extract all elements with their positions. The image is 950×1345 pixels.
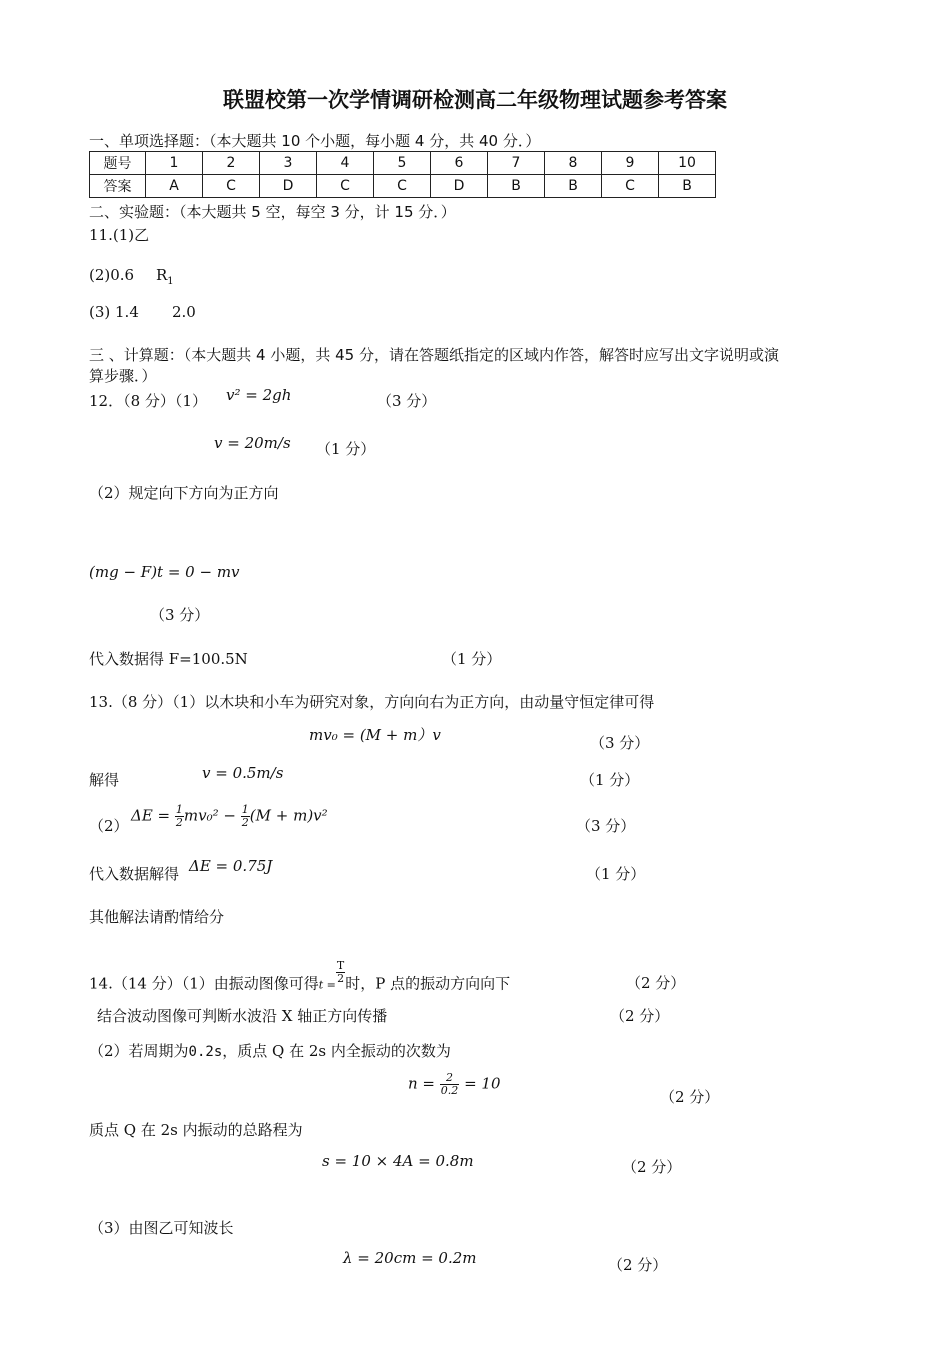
q12-result: 代入数据得 F=100.5N xyxy=(89,650,248,668)
q13-score4: （1 分） xyxy=(586,865,646,883)
q14-eq-lambda: λ = 20cm = 0.2m xyxy=(343,1249,477,1267)
q14-line1-b: 时，P 点的振动方向向下 xyxy=(345,974,511,993)
q13-intro: 13.（8 分）（1）以木块和小车为研究对象，方向向右为正方向，由动量守恒定律可得 xyxy=(89,693,655,711)
table-cell: 8 xyxy=(545,152,602,175)
section3-heading-line1: 三 、计算题：（本大题共 4 小题，共 45 分，请在答题纸指定的区域内作答，解答时应写出文字说明或演 xyxy=(89,346,779,364)
table-cell: 3 xyxy=(260,152,317,175)
q11-part2-resistor xyxy=(156,266,174,287)
table-cell: A xyxy=(146,175,203,198)
fraction-half xyxy=(241,804,250,829)
row-label-answer: 答案 xyxy=(90,175,146,198)
q13-eq3-minus: − xyxy=(223,806,236,825)
q14-score1: （2 分） xyxy=(626,974,686,992)
table-cell: B xyxy=(659,175,716,198)
q14-score4: （2 分） xyxy=(622,1158,682,1176)
q14-eq-s: s = 10 × 4A = 0.8m xyxy=(322,1152,474,1170)
resistor-subscript: 1 xyxy=(167,276,174,287)
q13-solve-label: 解得 xyxy=(89,771,120,789)
q14-eq-n-suffix: = 10 xyxy=(464,1074,501,1093)
q11-part3: (3) 1.4 xyxy=(89,303,139,321)
table-cell: B xyxy=(488,175,545,198)
frac-den: 2 xyxy=(175,816,183,829)
q14-eq-n-prefix: n = xyxy=(408,1074,435,1093)
q13-eq3 xyxy=(131,804,328,829)
fraction-t-half xyxy=(336,960,345,985)
q13-eq2: v = 0.5m/s xyxy=(202,764,284,782)
q13-note: 其他解法请酌情给分 xyxy=(89,908,225,926)
table-cell: 4 xyxy=(317,152,374,175)
table-cell: C xyxy=(602,175,659,198)
q13-eq4: ΔE = 0.75J xyxy=(189,857,273,875)
fraction-n xyxy=(440,1072,460,1097)
frac-den: 2 xyxy=(337,972,345,985)
frac-num: 1 xyxy=(241,803,249,816)
q14-line4: 质点 Q 在 2s 内振动的总路程为 xyxy=(89,1121,303,1139)
q13-result-label: 代入数据解得 xyxy=(89,865,180,883)
q14-eq-n xyxy=(408,1072,501,1097)
q13-eq3-term2: (M + m)v² xyxy=(249,806,328,825)
table-cell: 5 xyxy=(374,152,431,175)
table-cell: 7 xyxy=(488,152,545,175)
q12-score1: （3 分） xyxy=(377,392,437,410)
table-cell: 9 xyxy=(602,152,659,175)
section3-heading-line2: 算步骤．） xyxy=(89,367,157,385)
q13-score2: （1 分） xyxy=(580,771,640,789)
q14-line2: 结合波动图像可判断水波沿 X 轴正方向传播 xyxy=(97,1007,388,1025)
q12-score3: （3 分） xyxy=(150,606,210,624)
table-cell: 2 xyxy=(203,152,260,175)
table-cell: C xyxy=(317,175,374,198)
q14-t-eq: t = xyxy=(318,978,336,992)
fraction-half xyxy=(175,804,184,829)
q13-eq1: mv₀ = (M + m）v xyxy=(309,726,441,744)
q13-eq3-term1: mv₀² xyxy=(183,806,219,825)
q14-period: 0.2s xyxy=(188,1044,223,1060)
q11-part1: 11.(1)乙 xyxy=(89,226,150,244)
q13-score1: （3 分） xyxy=(590,734,650,752)
q12-eq1: v² = 2gh xyxy=(226,386,292,404)
q12-score4: （1 分） xyxy=(442,650,502,668)
q14-line3 xyxy=(89,1040,451,1061)
q12-eq2: v = 20m/s xyxy=(214,434,291,452)
frac-num: T xyxy=(336,959,345,972)
frac-den: 0.2 xyxy=(440,1084,459,1097)
q13-score3: （3 分） xyxy=(576,817,636,835)
page-title: 联盟校第一次学情调研检测高二年级物理试题参考答案 xyxy=(223,88,727,112)
row-label-question: 题号 xyxy=(90,152,146,175)
section2-heading: 二、实验题：（本大题共 5 空，每空 3 分，计 15 分．） xyxy=(89,203,456,221)
table-cell: D xyxy=(260,175,317,198)
table-cell: 10 xyxy=(659,152,716,175)
resistor-symbol: R xyxy=(156,266,168,284)
q11-part2: (2)0.6 xyxy=(89,266,135,284)
q14-score5: （2 分） xyxy=(608,1256,668,1274)
answer-table xyxy=(89,151,716,198)
q13-part2-label: （2） xyxy=(89,817,129,835)
frac-num: 1 xyxy=(175,803,183,816)
table-row-answers xyxy=(90,175,716,198)
table-cell: C xyxy=(203,175,260,198)
frac-den: 2 xyxy=(241,816,249,829)
q14-line1-a: 14.（14 分）（1）由振动图像可得 xyxy=(89,974,319,993)
q14-line3-b: ，质点 Q 在 2s 内全振动的次数为 xyxy=(222,1042,451,1060)
section1-heading: 一、单项选择题：（本大题共 10 个小题，每小题 4 分，共 40 分．） xyxy=(89,132,541,150)
q14-line5: （3）由图乙可知波长 xyxy=(89,1219,234,1237)
table-cell: 1 xyxy=(146,152,203,175)
q14-line3-a: （2）若周期为 xyxy=(89,1042,189,1060)
q14-score2: （2 分） xyxy=(610,1007,670,1025)
q12-score2: （1 分） xyxy=(316,440,376,458)
q12-eq3: (mg − F)t = 0 − mv xyxy=(89,563,240,581)
q11-part3-second: 2.0 xyxy=(172,303,196,321)
table-cell: B xyxy=(545,175,602,198)
q14-score3: （2 分） xyxy=(660,1088,720,1106)
frac-num: 2 xyxy=(440,1072,460,1085)
table-row-numbers xyxy=(90,152,716,175)
table-cell: 6 xyxy=(431,152,488,175)
table-cell: D xyxy=(431,175,488,198)
q12-label: 12．（8 分）（1） xyxy=(89,392,207,410)
q12-part2: （2）规定向下方向为正方向 xyxy=(89,484,279,502)
q14-line1 xyxy=(89,959,511,997)
table-cell: C xyxy=(374,175,431,198)
q13-eq3-prefix: ΔE = xyxy=(131,806,171,825)
